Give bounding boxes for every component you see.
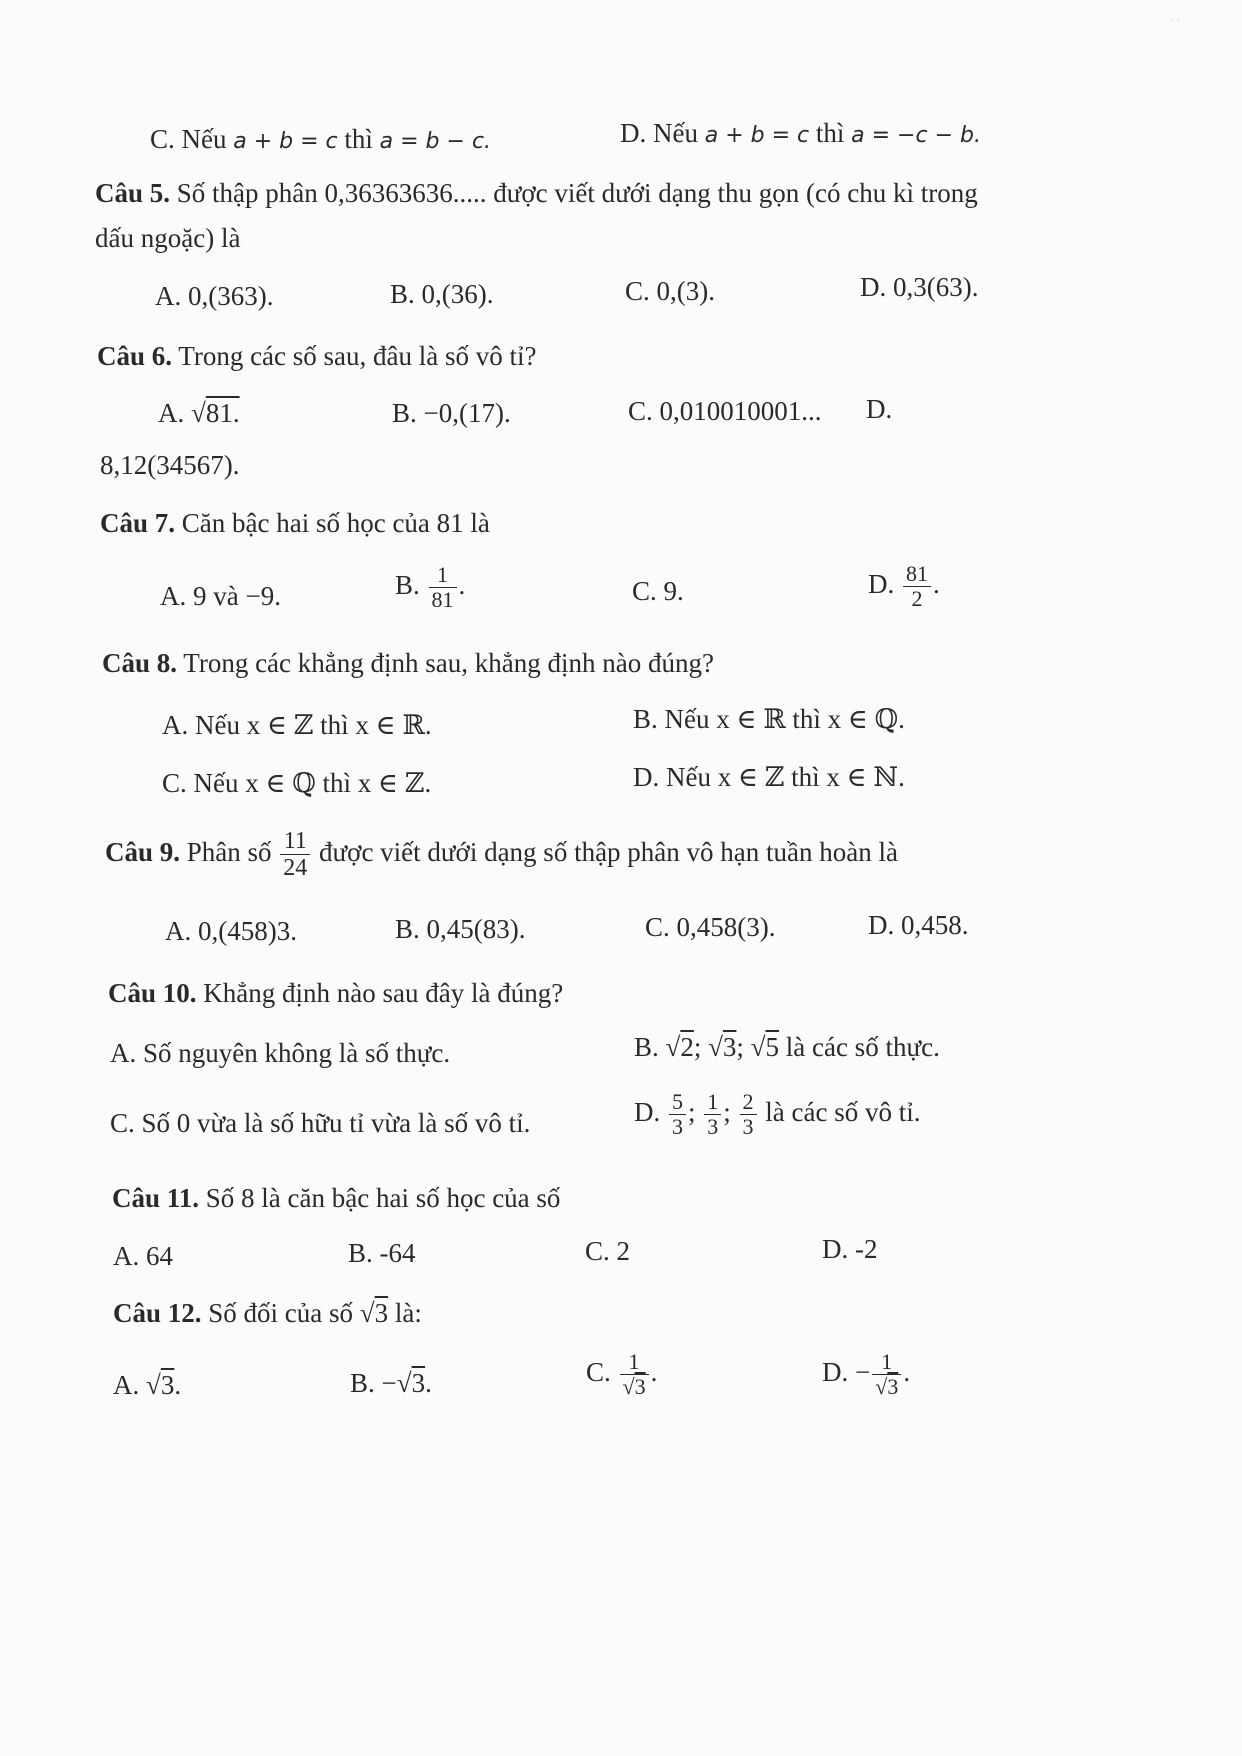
fraction: $\frac{1}{3}$ xyxy=(704,1090,721,1139)
q9-option-c: C. 0,458(3). xyxy=(645,912,776,942)
q10-option-a: A. Số nguyên không là số thực. xyxy=(110,1038,451,1068)
q7-option-a: A. 9 và −9. xyxy=(160,581,281,611)
q9-option-a: A. 0,(458)3. xyxy=(165,916,297,946)
q5-stem: Câu 5. Số thập phân 0,36363636..... được viết dưới dạng thu gọn (có chu kì trong xyxy=(95,178,978,208)
q10-option-b: B. √2; √3; √5 là các số thực. xyxy=(634,1032,940,1062)
q8-option-c: C. Nếu x ∈ ℚ thì x ∈ ℤ. xyxy=(162,768,432,798)
q5-option-b: B. 0,(36). xyxy=(390,279,494,309)
q9-option-d: D. 0,458. xyxy=(868,910,969,940)
fraction: $\frac{1}{81}$ xyxy=(429,563,457,612)
q10-option-c: C. Số 0 vừa là số hữu tỉ vừa là số vô tỉ. xyxy=(110,1108,531,1138)
q6-option-c: C. 0,010010001... xyxy=(628,396,822,426)
q9-option-b: B. 0,45(83). xyxy=(395,914,526,944)
fraction: $\frac{11}{24}$ xyxy=(280,828,310,882)
q8-option-a: A. Nếu x ∈ ℤ thì x ∈ ℝ. xyxy=(162,710,432,740)
q7-option-b: B. $\frac{1}{81}$ . xyxy=(395,562,466,613)
q6-option-d: D. xyxy=(866,394,893,424)
q9-stem: Câu 9. Phân số $\frac{11}{24}$ được viết dưới dạng số thập phân vô hạn tuần hoàn là xyxy=(105,828,898,882)
fraction: $\frac{1}{√3}$ xyxy=(620,1350,649,1399)
q11-option-b: B. -64 xyxy=(348,1238,416,1268)
q11-option-d: D. -2 xyxy=(822,1234,878,1264)
q5-option-c: C. 0,(3). xyxy=(625,276,715,306)
q12-stem: Câu 12. Số đối của số √3 là: xyxy=(113,1298,422,1328)
q6-option-d-value: 8,12(34567). xyxy=(100,450,240,480)
q12-option-b: B. −√3. xyxy=(350,1368,432,1398)
q5-option-d: D. 0,3(63). xyxy=(860,272,979,302)
q8-option-d: D. Nếu x ∈ ℤ thì x ∈ ℕ. xyxy=(633,762,905,792)
q4-option-d: D. Nếu a + b = c thì a = −c − b. xyxy=(620,118,981,148)
q11-option-a: A. 64 xyxy=(113,1241,173,1271)
fraction: $\frac{5}{3}$ xyxy=(669,1090,686,1139)
q11-stem: Câu 11. Số 8 là căn bậc hai số học của số xyxy=(112,1183,561,1213)
q11-option-c: C. 2 xyxy=(585,1236,631,1266)
q4-option-c: C. Nếu a + b = c thì a = b − c. xyxy=(150,124,492,154)
fraction: $\frac{81}{2}$ xyxy=(903,562,931,611)
fraction: $\frac{1}{√3}$ xyxy=(872,1350,901,1399)
q6-option-b: B. −0,(17). xyxy=(392,398,511,428)
fraction: $\frac{2}{3}$ xyxy=(740,1090,757,1139)
q12-option-a: A. √3. xyxy=(113,1370,182,1400)
scan-speck: · · xyxy=(1170,14,1181,26)
q12-option-c: C. $\frac{1}{√3}$ . xyxy=(586,1349,658,1400)
q7-option-d: D. $\frac{81}{2}$ . xyxy=(868,561,940,612)
q8-stem: Câu 8. Trong các khẳng định sau, khẳng định nào đúng? xyxy=(102,648,714,678)
q8-option-b: B. Nếu x ∈ ℝ thì x ∈ ℚ. xyxy=(633,704,905,734)
q7-stem: Câu 7. Căn bậc hai số học của 81 là xyxy=(100,508,490,538)
q12-option-d: D. − $\frac{1}{√3}$ . xyxy=(822,1349,911,1400)
q10-stem: Câu 10. Khẳng định nào sau đây là đúng? xyxy=(108,978,564,1008)
q6-stem: Câu 6. Trong các số sau, đâu là số vô tỉ? xyxy=(97,341,537,371)
q5-option-a: A. 0,(363). xyxy=(155,281,274,311)
q7-option-c: C. 9. xyxy=(632,576,684,606)
q10-option-d: D. $\frac{5}{3}$ ; $\frac{1}{3}$ ; $\frac{2}{3}$ là các số vô tỉ. xyxy=(634,1089,921,1140)
q5-stem-cont: dấu ngoặc) là xyxy=(95,223,241,253)
q6-option-a: A. √81. xyxy=(158,398,240,428)
